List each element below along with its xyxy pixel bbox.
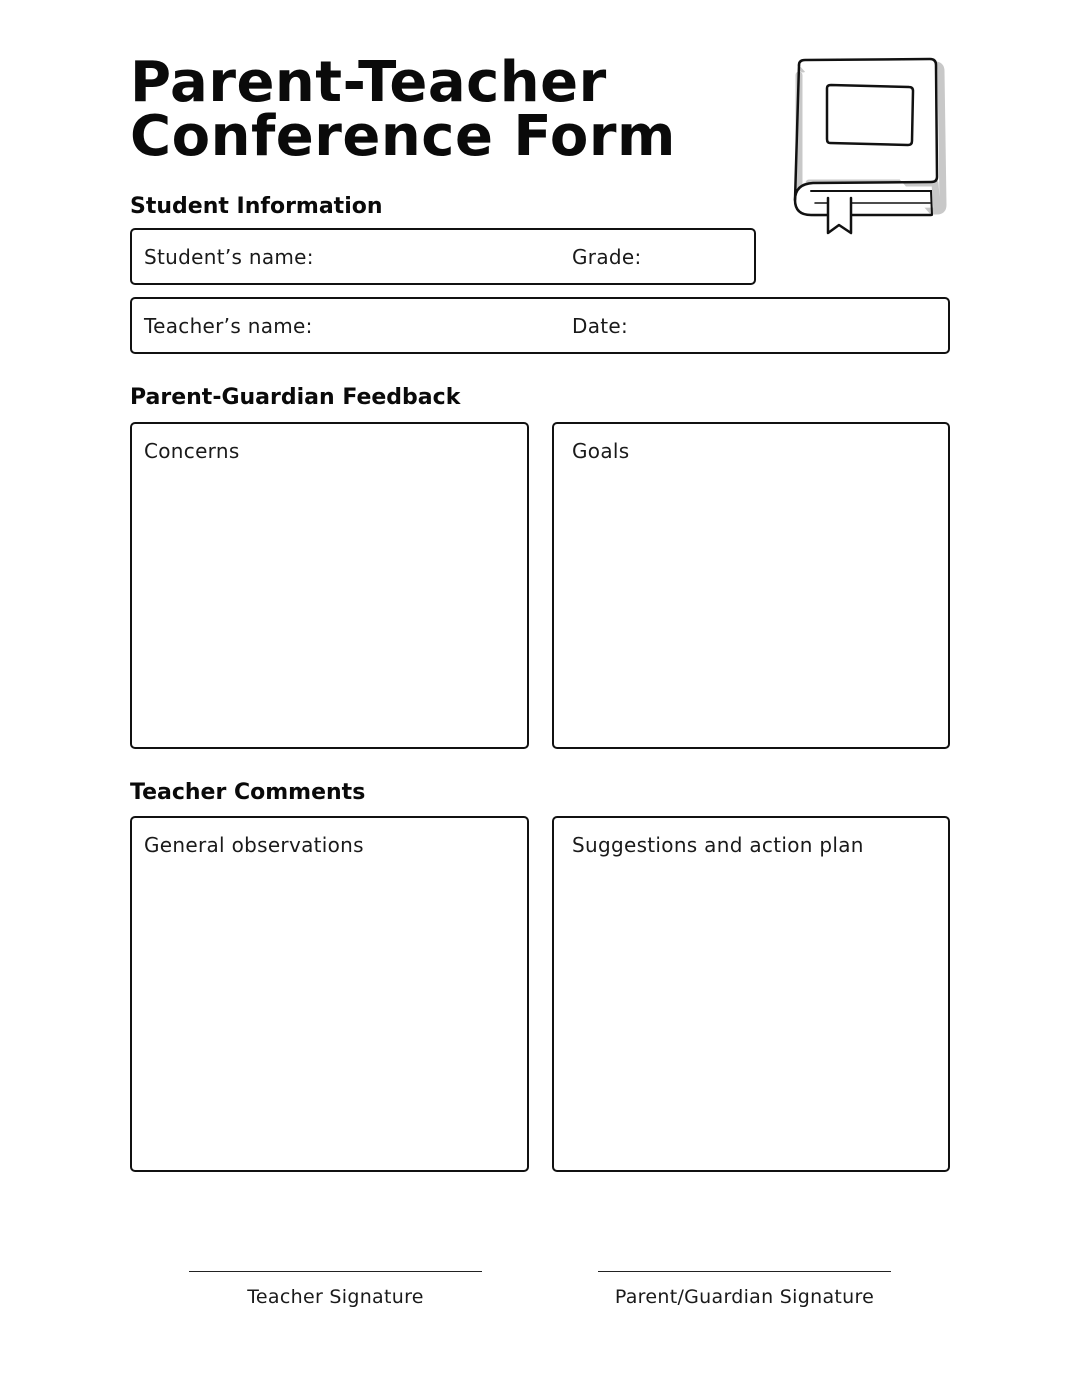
title-line-1: Parent-Teacher [130,50,607,115]
section-heading-parent-feedback: Parent-Guardian Feedback [130,385,461,410]
suggestions-box[interactable] [552,816,950,1172]
section-heading-teacher-comments: Teacher Comments [130,780,366,805]
date-label: Date: [572,314,629,338]
book-icon [785,55,955,245]
goals-label: Goals [572,439,630,463]
grade-label: Grade: [572,245,642,269]
general-observations-label: General observations [144,833,364,857]
parent-signature-line[interactable] [598,1271,891,1272]
teacher-name-date-field[interactable] [130,297,950,354]
concerns-box[interactable] [130,422,529,749]
suggestions-label: Suggestions and action plan [572,833,864,857]
section-heading-student-info: Student Information [130,194,383,219]
student-name-grade-field[interactable] [130,228,756,285]
teacher-name-label: Teacher’s name: [144,314,313,338]
title-line-2: Conference Form [130,104,676,169]
parent-signature-label: Parent/Guardian Signature [614,1286,875,1308]
concerns-label: Concerns [144,439,240,463]
teacher-signature-label: Teacher Signature [247,1286,424,1308]
general-observations-box[interactable] [130,816,529,1172]
teacher-signature-line[interactable] [189,1271,482,1272]
student-name-label: Student’s name: [144,245,314,269]
goals-box[interactable] [552,422,950,749]
page-title [130,50,676,169]
